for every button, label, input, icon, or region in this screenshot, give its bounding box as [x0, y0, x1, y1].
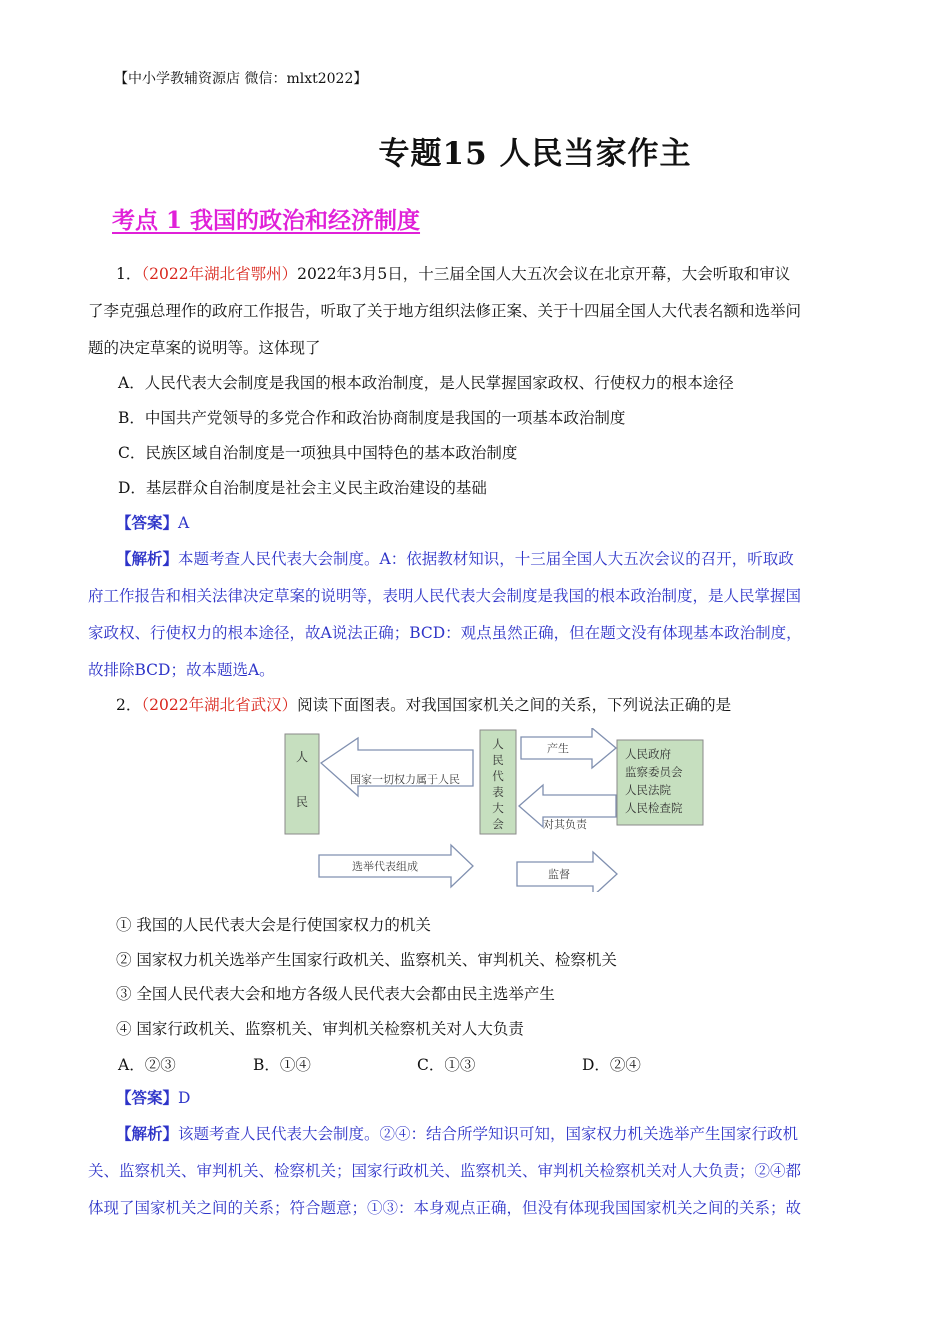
organ-procuratorate: 人民检查院	[625, 801, 683, 815]
q1-number: 1．	[116, 265, 142, 283]
npc-char-6: 会	[492, 817, 504, 831]
q1-analysis-label: 【解析】	[116, 549, 179, 568]
q1-analysis-4: 故排除BCD；故本题选A。	[88, 661, 275, 679]
q2-option-b: B．①④	[253, 1056, 311, 1074]
q2-statement-2: ② 国家权力机关选举产生国家行政机关、监察机关、审判机关、检察机关	[116, 951, 617, 969]
npc-char-1: 人	[492, 737, 504, 751]
power-label: 国家一切权力属于人民	[350, 773, 460, 786]
q1-stem-3: 题的决定草案的说明等。这体现了	[88, 339, 321, 357]
q2-analysis-1: 该题考查人民代表大会制度。②④：结合所学知识可知，国家权力机关选举产生国家行政机	[178, 1125, 799, 1143]
q1-analysis-2: 府工作报告和相关法律决定草案的说明等，表明人民代表大会制度是我国的根本政治制度，是人民掌握国	[88, 587, 802, 605]
q2-option-c: C．①③	[417, 1056, 476, 1074]
q2-stem: 阅读下面图表。对我国国家机关之间的关系，下列说法正确的是	[297, 696, 732, 714]
q2-statement-1: ① 我国的人民代表大会是行使国家权力的机关	[116, 916, 431, 934]
q1-option-a: A．人民代表大会制度是我国的根本政治制度，是人民掌握国家政权、行使权力的根本途径	[118, 374, 734, 392]
supervise-label: 监督	[548, 868, 570, 881]
q1-analysis-1: 本题考查人民代表大会制度。A：依据教材知识，十三届全国人大五次会议的召开，听取政	[178, 550, 794, 568]
q2-number: 2．	[116, 696, 142, 714]
q1-stem-1: 2022年3月5日，十三届全国人大五次会议在北京开幕，大会听取和审议	[297, 265, 791, 283]
q2-option-a: A．②③	[118, 1056, 176, 1074]
q1-answer-value: A	[178, 514, 190, 532]
q2-option-d: D．②④	[582, 1056, 641, 1074]
q2-analysis-2: 关、监察机关、审判机关、检察机关；国家行政机关、监察机关、审判机关检察机关对人大负责；②④都	[88, 1162, 802, 1180]
q2-answer-value: D	[178, 1089, 191, 1107]
q2-analysis-3: 体现了国家机关之间的关系；符合题意；①③：本身观点正确，但没有体现我国国家机关之间的关系；故	[88, 1199, 802, 1217]
q1-option-d: D．基层群众自治制度是社会主义民主政治建设的基础	[118, 479, 487, 497]
q1-analysis-line-1	[116, 549, 794, 569]
elect-label: 选举代表组成	[352, 860, 418, 873]
people-char-2: 民	[295, 795, 309, 809]
page-title: 专题15 人民当家作主	[378, 136, 692, 172]
q2-source: （2022年湖北省武汉）	[141, 696, 298, 714]
q1-answer	[116, 513, 189, 533]
q2-statement-4: ④ 国家行政机关、监察机关、审判机关检察机关对人大负责	[116, 1020, 524, 1038]
npc-char-2: 民	[492, 753, 504, 767]
q1-source: （2022年湖北省鄂州）	[141, 265, 298, 283]
produce-label: 产生	[547, 742, 569, 755]
npc-char-4: 表	[492, 785, 504, 799]
q1-analysis-3: 家政权、行使权力的根本途径，故A说法正确；BCD：观点虽然正确，但在题文没有体现基本政治制度，	[88, 624, 802, 642]
npc-char-5: 大	[492, 801, 504, 815]
organ-government: 人民政府	[625, 747, 671, 761]
q1-stem-2: 了李克强总理作的政府工作报告，听取了关于地方组织法修正案、关于十四届全国人大代表名额和选举问	[88, 302, 802, 320]
q2-analysis-label: 【解析】	[116, 1124, 179, 1143]
q1-stem-line-1	[116, 264, 790, 284]
responsible-label: 对其负责	[543, 818, 587, 831]
q1-option-b: B．中国共产党领导的多党合作和政治协商制度是我国的一项基本政治制度	[118, 409, 626, 427]
power-arrow	[321, 738, 473, 796]
organ-supervision: 监察委员会	[625, 765, 683, 779]
q2-answer	[116, 1088, 190, 1108]
section-title: 考点 1 我国的政治和经济制度	[112, 207, 421, 234]
header-note: 【中小学教辅资源店 微信：mlxt2022】	[114, 71, 368, 87]
q2-answer-label: 【答案】	[116, 1088, 179, 1107]
q2-analysis-line-1	[116, 1124, 798, 1144]
people-char-1: 人	[295, 750, 309, 764]
organ-court: 人民法院	[625, 783, 671, 797]
q2-statement-3: ③ 全国人民代表大会和地方各级人民代表大会都由民主选举产生	[116, 985, 555, 1003]
q1-option-c: C．民族区域自治制度是一项独具中国特色的基本政治制度	[118, 444, 518, 462]
npc-char-3: 代	[492, 769, 504, 783]
q1-answer-label: 【答案】	[116, 513, 179, 532]
state-organs-diagram	[283, 728, 705, 892]
people-box	[285, 734, 319, 834]
q2-stem-line	[116, 695, 731, 715]
